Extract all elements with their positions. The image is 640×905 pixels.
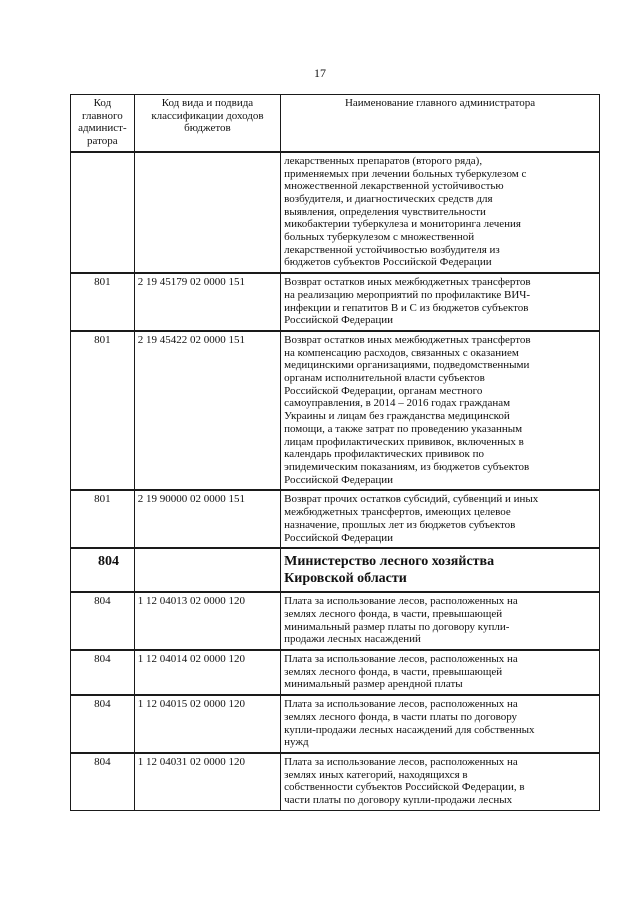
column-header-revenue-code-text: Код вида и подвида классификации доходов бюджетов	[151, 97, 264, 135]
revenue-code-cell: 2 19 90000 02 0000 151	[134, 490, 280, 548]
admin-code-cell: 804	[71, 592, 135, 650]
admin-name-cell	[281, 273, 600, 331]
section-admin-name-cell	[281, 548, 600, 592]
revenue-code-cell: 1 12 04014 02 0000 120	[134, 650, 280, 695]
page-number: 17	[314, 66, 326, 80]
table-row	[71, 650, 600, 695]
table-header-row	[71, 95, 600, 152]
admin-name-text: Плата за использование лесов, расположенных на землях иных категорий, находящихся в собственности субъектов Российской Федерации, в части платы по договору купли-продажи лесных	[284, 755, 525, 807]
table-body	[71, 152, 600, 810]
admin-code-cell: 801	[71, 331, 135, 490]
table-row	[71, 490, 600, 548]
revenue-code-cell	[134, 152, 280, 273]
column-header-admin-name	[281, 95, 600, 152]
admin-code-cell: 801	[71, 490, 135, 548]
table-row	[71, 592, 600, 650]
column-header-admin-code	[71, 95, 135, 152]
admin-name-text: Плата за использование лесов, расположенных на землях лесного фонда, в части, превышающей минимальный размер платы по договору купли- продажи лесных насаждений	[284, 595, 518, 646]
table-section-row	[71, 548, 600, 592]
revenue-code-cell: 1 12 04013 02 0000 120	[134, 592, 280, 650]
admin-code-cell: 804	[71, 695, 135, 753]
column-header-revenue-code	[134, 95, 280, 152]
table-header	[71, 95, 600, 152]
section-admin-code-cell: 804	[71, 548, 135, 592]
admin-code-cell: 804	[71, 753, 135, 810]
revenue-code-cell: 1 12 04015 02 0000 120	[134, 695, 280, 753]
admin-code-cell: 801	[71, 273, 135, 331]
column-header-admin-name-text: Наименование главного администратора	[344, 97, 536, 109]
admin-name-cell	[281, 152, 600, 273]
admin-name-cell	[281, 695, 600, 753]
admin-name-cell	[281, 331, 600, 490]
revenue-administrators-table	[70, 94, 600, 811]
admin-code-cell: 804	[71, 650, 135, 695]
revenue-code-cell: 1 12 04031 02 0000 120	[134, 753, 280, 810]
admin-name-text: Плата за использование лесов, расположенных на землях лесного фонда, в части, превышающей минимальный размер арендной платы	[284, 653, 518, 691]
table-row	[71, 695, 600, 753]
section-revenue-code-cell	[134, 548, 280, 592]
revenue-code-cell: 2 19 45422 02 0000 151	[134, 331, 280, 490]
admin-name-cell	[281, 650, 600, 695]
table-row	[71, 331, 600, 490]
admin-code-cell	[71, 152, 135, 273]
admin-name-text: Возврат остатков иных межбюджетных трансфертов на компенсацию расходов, связанных с оказанием медицинскими организациями, подведомственными органам исполнительной власти субъектов Российской Федерации, органам местного самоуправления, в 2014 – 2016 годах гражданам Украины и лицам без гражданства медицинской помощи, а также затрат по проведению указанным лицам профилактических прививок, включенных в календарь профилактических прививок по эпидемическим показаниям, из бюджетов субъектов Российской Федерации	[284, 333, 531, 486]
admin-name-text: Возврат остатков иных межбюджетных трансфертов на реализацию мероприятий по профилактике ВИЧ- инфекции и гепатитов В и С из бюджетов субъектов Российской Федерации	[284, 276, 531, 327]
section-admin-name-text: Министерство лесного хозяйства Кировской области	[284, 554, 495, 587]
admin-name-text: Возврат прочих остатков субсидий, субвенций и иных межбюджетных трансфертов, имеющих целевое назначение, прошлых лет из бюджетов субъектов Российской Федерации	[284, 493, 539, 544]
admin-name-cell	[281, 490, 600, 548]
table-row	[71, 273, 600, 331]
table-row-continuation	[71, 152, 600, 273]
admin-name-cell	[281, 592, 600, 650]
admin-name-text: лекарственных препаратов (второго ряда), применяемых при лечении больных туберкулезом с множественной лекарственной устойчивостью возбудителя, и диагностических средств для выявления, определения чувствительности микобактерии туберкулеза и мониторинга лечения больных туберкулезом с множественной лекарственной устойчивостью возбудителя из бюджетов субъектов Российской Федерации	[284, 154, 527, 269]
admin-name-cell	[281, 753, 600, 810]
table-row	[71, 753, 600, 810]
column-header-admin-code-text: Код главного админист- ратора	[78, 97, 127, 148]
revenue-code-cell: 2 19 45179 02 0000 151	[134, 273, 280, 331]
admin-name-text: Плата за использование лесов, расположенных на землях лесного фонда, в части платы по договору купли-продажи лесных насаждений для собственных нужд	[284, 698, 535, 749]
